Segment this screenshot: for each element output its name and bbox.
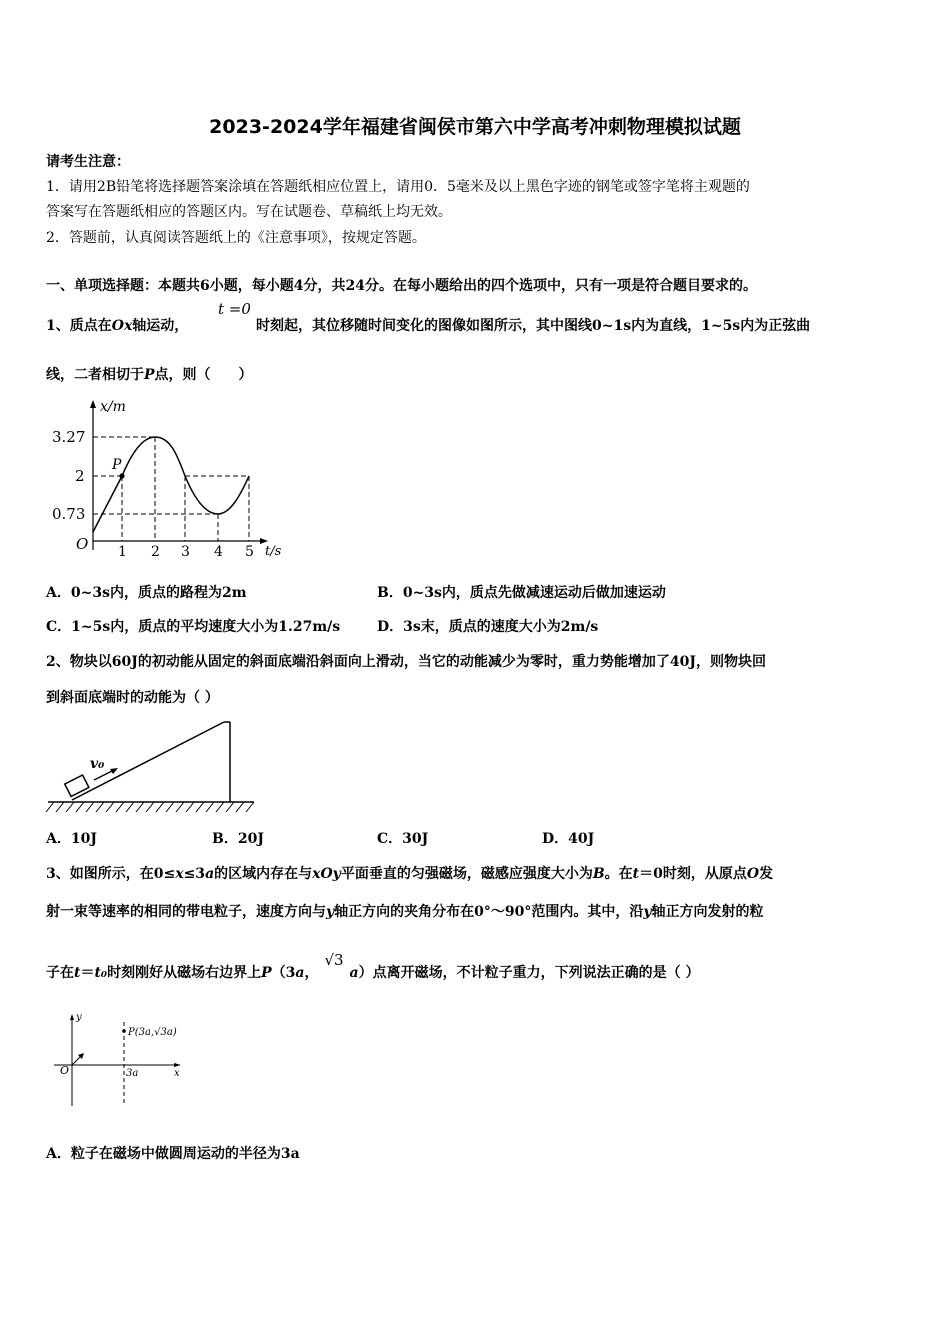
q3-line1: 3、如图所示，在0≤x≤3a的区域内存在与xOy平面垂直的匀强磁场，磁感应强度大小为B。在t＝0时刻，从原点O发: [46, 866, 774, 882]
q1-t0-formula: t =0: [218, 300, 251, 318]
y-tick-2: 2: [75, 467, 85, 485]
q2-option-b: B．20J: [212, 831, 264, 847]
x-tick-5: 5: [245, 544, 254, 560]
notice-item-1a: 1．请用2B铅笔将选择题答案涂填在答题纸相应位置上，请用0．5毫米及以上黑色字迹的钢笔或签字笔将主观题的: [46, 179, 750, 195]
x-axis-label: x: [174, 1068, 180, 1079]
point-p-marker: [119, 473, 124, 478]
y-axis-label: x/m: [100, 399, 126, 415]
origin-label: O: [76, 535, 89, 553]
q1-option-b: B．0~3s内，质点先做减速运动后做加速运动: [377, 585, 666, 601]
q1-option-a: A．0~3s内，质点的路程为2m: [46, 585, 247, 601]
q3-option-a: A．粒子在磁场中做圆周运动的半径为3a: [46, 1146, 300, 1162]
v0-label: v₀: [90, 756, 105, 772]
section-heading: 一、单项选择题：本题共6小题，每小题4分，共24分。在每小题给出的四个选项中，只有一项是符合题目要求的。: [46, 278, 757, 294]
y-tick-0-73: 0.73: [52, 505, 86, 523]
q1-line1: 1、质点在Ox轴运动，: [46, 318, 189, 334]
q1-option-d: D．3s末，质点的速度大小为2m/s: [377, 619, 599, 635]
notice-heading: 请考生注意：: [46, 154, 130, 170]
q3-line2: 射一束等速率的相同的带电粒子，速度方向与y轴正方向的夹角分布在0°～90°范围内。其中，沿y轴正方向发射的粒: [46, 904, 764, 920]
q1-line1-rest: 时刻起，其位移随时间变化的图像如图所示，其中图线0~1s内为直线，1~5s内为正弦曲: [256, 318, 811, 334]
y-tick-3-27: 3.27: [52, 428, 86, 446]
notice-item-1b: 答案写在答题纸相应的答题区内。写在试题卷、草稿纸上均无效。: [46, 204, 452, 220]
x-tick-4: 4: [214, 544, 223, 560]
q2-incline-figure: [44, 716, 264, 820]
x-tick-3: 3: [181, 544, 190, 560]
q3-field-figure: [50, 1010, 200, 1114]
q2-option-c: C．30J: [377, 831, 429, 847]
point-p-label: P: [112, 457, 122, 473]
origin-label: O: [60, 1064, 70, 1077]
q2-option-a: A．10J: [46, 831, 97, 847]
q2-line1: 2、物块以60J的初动能从固定的斜面底端沿斜面向上滑动，当它的动能减少为零时，重力势能增加了40J，则物块回: [46, 654, 766, 670]
x-tick-1: 1: [118, 544, 127, 560]
notice-item-2: 2．答题前，认真阅读答题纸上的《注意事项》，按规定答题。: [46, 230, 426, 246]
q1-displacement-graph: [40, 392, 300, 568]
q2-option-d: D．40J: [542, 831, 595, 847]
y-axis-label: y: [76, 1012, 82, 1023]
q1-line2: 线，二者相切于P点，则（ ）: [46, 367, 253, 383]
point-p-label: P(3a,√3a): [128, 1027, 177, 1038]
x-axis-label: t/s: [265, 544, 282, 559]
page-title: 2023-2024学年福建省闽侯市第六中学高考冲刺物理模拟试题: [209, 116, 741, 138]
q3-line3: 子在t＝t₀时刻刚好从磁场右边界上P（3a，√3a）点离开磁场，不计粒子重力，下列说法正确的是（ ）: [46, 951, 700, 981]
q1-option-c: C．1~5s内，质点的平均速度大小为1.27m/s: [46, 619, 341, 635]
boundary-3a-label: 3a: [126, 1068, 139, 1079]
q2-line2: 到斜面底端时的动能为（ ）: [46, 690, 219, 706]
x-tick-2: 2: [151, 544, 160, 560]
